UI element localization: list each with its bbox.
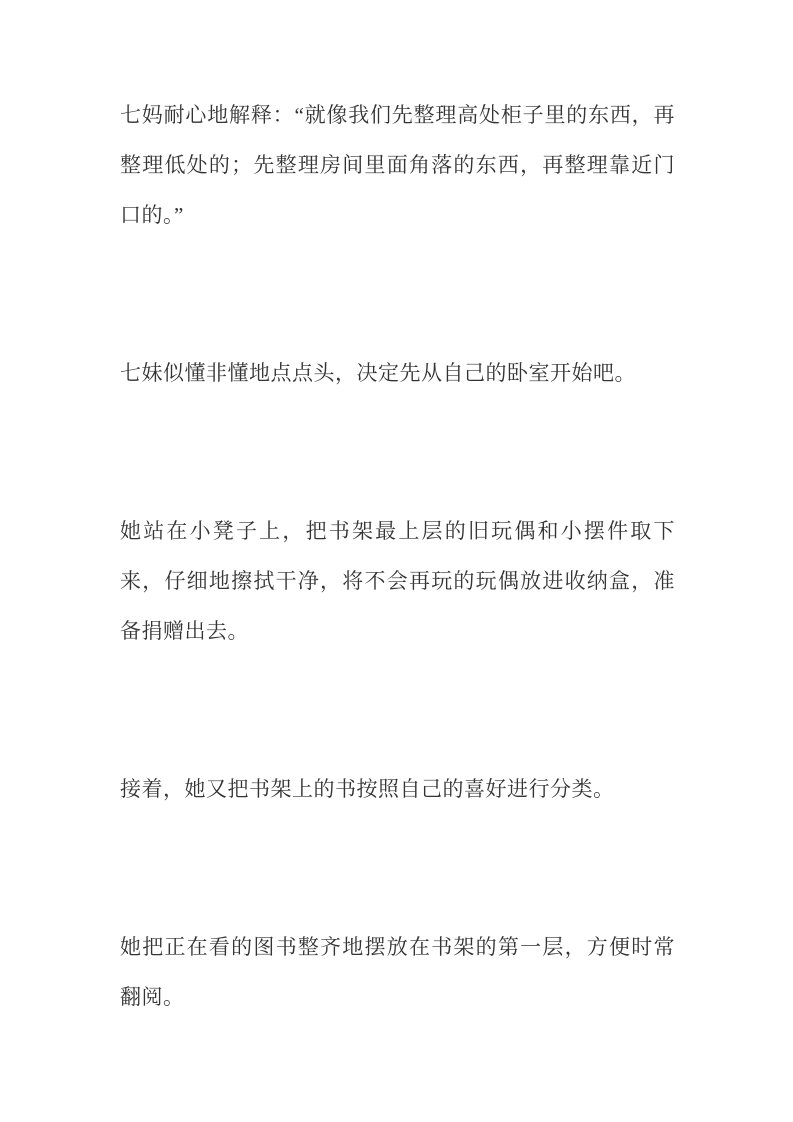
paragraph: 七妹似懂非懂地点点头，决定先从自己的卧室开始吧。 [120, 361, 636, 385]
paragraph: 七妈耐心地解释：“就像我们先整理高处柜子里的东西，再整理低处的；先整理房间里面角落的东西，再整理靠近门口的。” [120, 103, 675, 227]
paragraph: 她站在小凳子上，把书架最上层的旧玩偶和小摆件取下来，仔细地擦拭干净，将不会再玩的玩偶放进收纳盒，准备捐赠出去。 [120, 519, 675, 643]
paragraph: 接着，她又把书架上的书按照自己的喜好进行分类。 [120, 777, 615, 801]
paragraph: 她把正在看的图书整齐地摆放在书架的第一层，方便时常翻阅。 [120, 935, 675, 1009]
